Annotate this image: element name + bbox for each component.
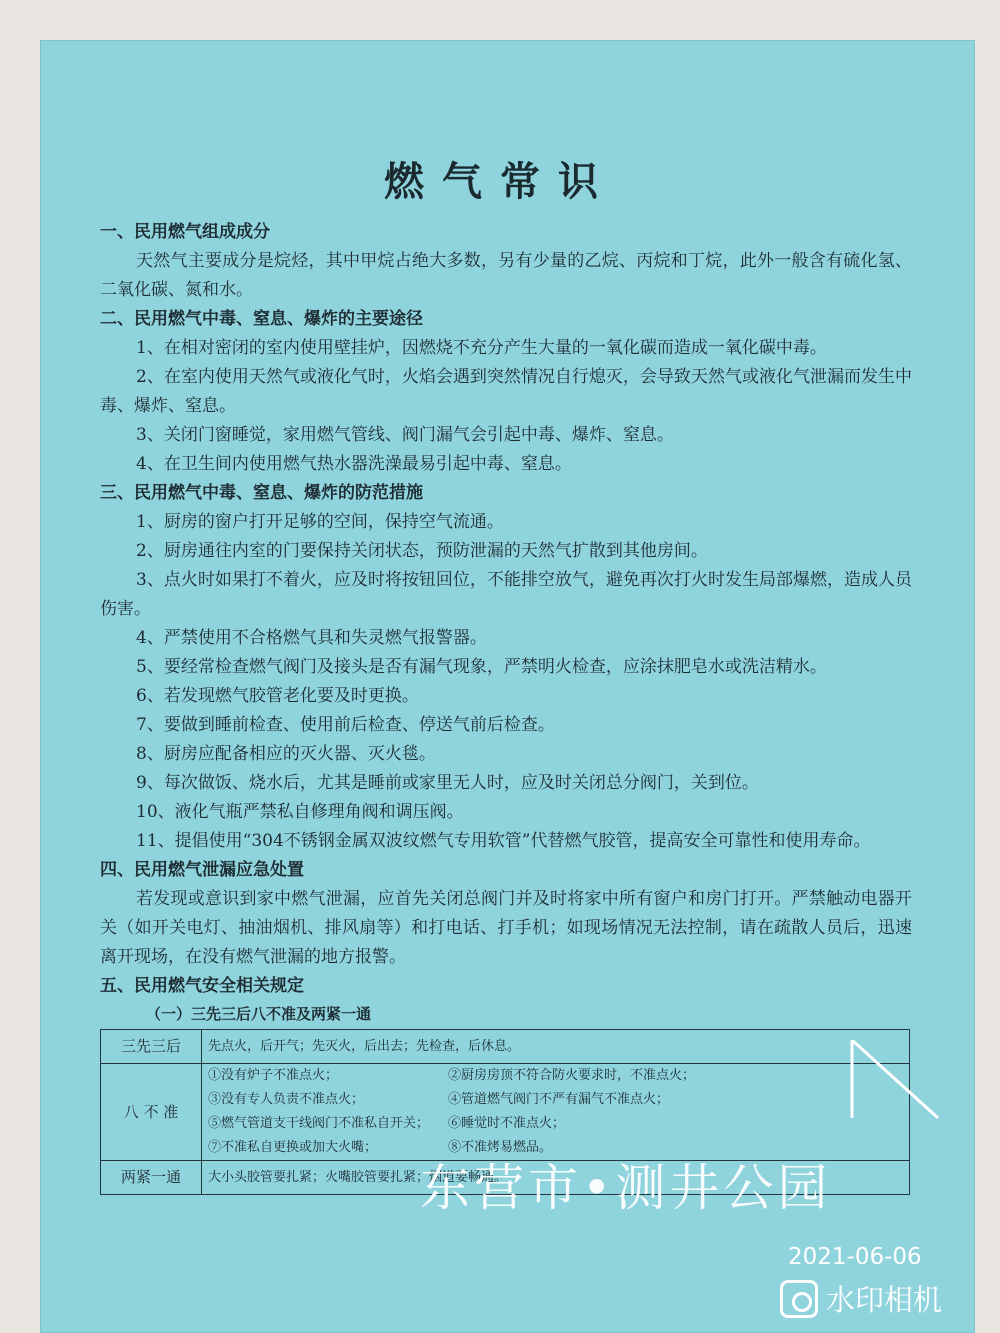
section-3-heading: 三、民用燃气中毒、窒息、爆炸的防范措施 [100,483,423,503]
section-2-item: 3、关闭门窗睡觉，家用燃气管线、阀门漏气会引起中毒、爆炸、窒息。 [136,425,674,445]
rule-item: ⑦不准私自更换或加大火嘴； [208,1140,378,1155]
table-row [101,1030,910,1064]
section-3-item: 6、若发现燃气胶管老化要及时更换。 [136,686,419,706]
camera-icon [780,1280,818,1318]
section-3-item: 5、要经常检查燃气阀门及接头是否有漏气现象，严禁明火检查，应涂抹肥皂水或洗洁精水。 [136,657,827,677]
location-watermark: 东营市•测井公园 [420,1159,832,1217]
app-name: 水印相机 [826,1283,943,1317]
date-stamp: 2021-06-06 [788,1244,922,1270]
rule-item: ⑥睡觉时不准点火； [448,1116,566,1131]
section-2-item: 4、在卫生间内使用燃气热水器洗澡最易引起中毒、窒息。 [136,454,572,474]
row-list [202,1064,910,1161]
section-3-item: 9、每次做饭、烧水后，尤其是睡前或家里无人时，应及时关闭总分阀门，关到位。 [136,773,759,793]
section-5-heading: 五、民用燃气安全相关规定 [100,976,304,996]
section-2-item: 2、在室内使用天然气或液化气时，火焰会遇到突然情况自行熄灭，会导致天然气或液化气泄漏而发生中毒、爆炸、窒息。 [100,367,912,416]
section-3-item: 10、液化气瓶严禁私自修理角阀和调压阀。 [136,802,464,822]
app-watermark [780,1278,942,1319]
section-3-item: 4、严禁使用不合格燃气具和失灵燃气报警器。 [136,628,487,648]
section-2-heading: 二、民用燃气中毒、窒息、爆炸的主要途径 [100,309,423,329]
section-3-item: 11、提倡使用“304不锈钢金属双波纹燃气专用软管”代替燃气胶管，提高安全可靠性和使用寿命。 [136,831,871,851]
section-1-paragraph: 天然气主要成分是烷烃，其中甲烷占绝大多数，另有少量的乙烷、丙烷和丁烷，此外一般含有硫化氢、二氧化碳、氮和水。 [100,251,912,300]
table-row [101,1064,910,1161]
rule-item: ④管道燃气阀门不严有漏气不准点火； [448,1092,670,1107]
document-title: 燃气常识 [384,158,616,205]
rule-item: ①没有炉子不准点火； [208,1068,339,1083]
rule-item: ③没有专人负责不准点火； [208,1092,365,1107]
row-label: 三先三后 [101,1030,202,1064]
rule-item: ⑤燃气管道支干线阀门不准私自开关； [208,1116,430,1131]
section-4-paragraph: 若发现或意识到家中燃气泄漏，应首先关闭总阀门并及时将家中所有窗户和房门打开。严禁触动电器开关（如开关电灯、抽油烟机、排风扇等）和打电话、打手机；如现场情况无法控制，请在疏散人员后，迅速离开现场，在没有燃气泄漏的地方报警。 [100,889,912,967]
section-3-item: 1、厨房的窗户打开足够的空间，保持空气流通。 [136,512,504,532]
row-label: 八 不 准 [101,1064,202,1161]
corner-mark-icon [850,1040,940,1120]
section-2-item: 1、在相对密闭的室内使用壁挂炉，因燃烧不充分产生大量的一氧化碳而造成一氧化碳中毒。 [136,338,827,358]
section-3-item: 8、厨房应配备相应的灭火器、灭火毯。 [136,744,436,764]
row-text: 大小头胶管要扎紧；火嘴胶管要扎紧；烟道要畅通。 [202,1161,910,1195]
row-text: 先点火，后开气；先灭火，后出去；先检查，后休息。 [202,1030,910,1064]
section-3-item: 7、要做到睡前检查、使用前后检查、停送气前后检查。 [136,715,555,735]
section-3-item: 3、点火时如果打不着火，应及时将按钮回位，不能排空放气，避免再次打火时发生局部爆燃，造成人员伤害。 [100,570,912,619]
rule-item: ⑧不准烤易燃品。 [448,1140,553,1155]
document-body [100,218,912,1195]
section-1-heading: 一、民用燃气组成成分 [100,222,270,242]
section-4-heading: 四、民用燃气泄漏应急处置 [100,860,304,880]
section-3-item: 2、厨房通往内室的门要保持关闭状态，预防泄漏的天然气扩散到其他房间。 [136,541,708,561]
row-label: 两紧一通 [101,1161,202,1195]
section-5-subheading: （一）三先三后八不准及两紧一通 [146,1005,372,1023]
rule-item: ②厨房房顶不符合防火要求时，不准点火； [448,1068,696,1083]
